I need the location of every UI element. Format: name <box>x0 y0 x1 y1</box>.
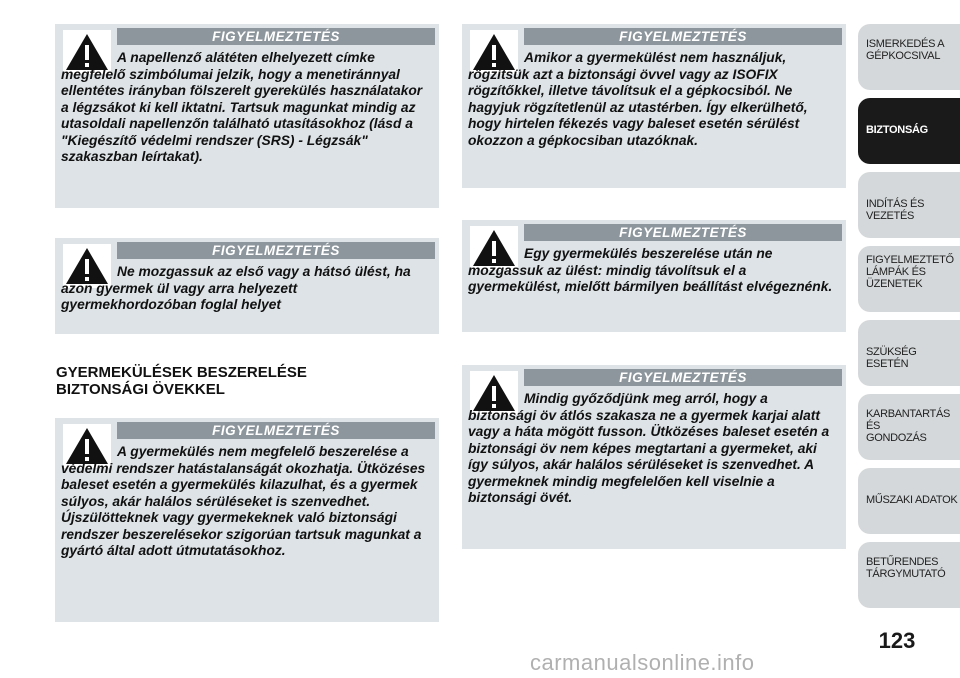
section-heading <box>56 364 307 398</box>
warning-title: FIGYELMEZTETÉS <box>117 242 435 259</box>
warning-box-5 <box>462 220 846 332</box>
tab-label: INDÍTÁS ÉS VEZETÉS <box>866 198 925 222</box>
tab-label: ÜZENETEK <box>866 278 923 290</box>
tab-label: TÁRGYMUTATÓ <box>866 568 946 580</box>
tab-muszaki[interactable] <box>858 468 960 534</box>
warning-text: Amikor a gyermekülést nem használjuk, rögzítsük azt a biztonsági övvel vagy az ISOFIX rögzítőkkel, illetve távolítsuk el a gépkocsiból. Ne hagyjuk rögzítetlenül az utastérben. Így elkerülhető, hogy hirtelen fékezés vagy baleset esetén sérülést okozzon a gépkocsiban utazóknak. <box>468 50 808 148</box>
tab-betu[interactable] <box>858 542 960 608</box>
tab-label: ISMERKEDÉS A <box>866 38 945 50</box>
tab-ismerkedes[interactable] <box>858 24 960 90</box>
warning-text: Mindig győződjünk meg arról, hogy a biztonsági öv átlós szakasza ne a gyermek karjai alatt vagy a háta mögött fusson. Ütközéses baleset esetén a biztonsági öv nem képes megtartani a gyermeket, aki így súlyos, akár halálos sérüléseket is szenvedhet. A gyermeknek mindig megfelelően kell viselnie a biztonsági övét. <box>468 391 830 505</box>
tab-label: BIZTONSÁG <box>866 124 928 136</box>
warning-title: FIGYELMEZTETÉS <box>524 28 842 45</box>
warning-text: Ne mozgassuk az első vagy a hátsó ülést, ha azon gyermek ül vagy arra helyezett gyermekhordozóban foglal helyet <box>61 264 411 312</box>
tab-label: SZÜKSÉG ESETÉN <box>866 346 917 370</box>
tab-figyelmezteto[interactable] <box>858 246 960 312</box>
tab-karbantartas[interactable] <box>858 394 960 460</box>
warning-text: A napellenző alátéten elhelyezett címke megfelelő szimbólumai jelzik, hogy a menetiránnyal ellentétes irányban fölszerelt gyerekülés használatakor a légzsákot ki kell iktatni. Tartsuk magunkat mindig az utasoldali napellenzőn található utasításokhoz (lásd a "Kiegészítő védelmi rendszer (SRS) - Légzsák" szakaszban leírtakat). <box>61 50 423 164</box>
tab-label: MŰSZAKI ADATOK <box>866 494 958 506</box>
tab-inditas[interactable] <box>858 172 960 238</box>
warning-box-1 <box>55 24 439 208</box>
tab-label: LÁMPÁK ÉS <box>866 266 926 278</box>
section-heading-line-2: BIZTONSÁGI ÖVEKKEL <box>56 381 225 398</box>
tab-label: KARBANTARTÁS ÉS <box>866 408 951 432</box>
tab-label: FIGYELMEZTETŐ <box>866 254 954 266</box>
tab-biztonsag[interactable] <box>858 98 960 164</box>
warning-box-4 <box>462 24 846 188</box>
tab-label: GÉPKOCSIVAL <box>866 50 941 62</box>
tab-label: GONDOZÁS <box>866 432 927 444</box>
warning-title: FIGYELMEZTETÉS <box>524 224 842 241</box>
warning-box-2 <box>55 238 439 334</box>
warning-box-6 <box>462 365 846 549</box>
tab-label: BETŰRENDES <box>866 556 939 568</box>
warning-text: A gyermekülés nem megfelelő beszerelése a védelmi rendszer hatástalanságát okozhatja. Ütközéses baleset esetén a gyermekülés kilazulhat, és a gyermek súlyos, akár halálos sérüléseket is szenvedhet. Újszülötteknek vagy gyermekeknek való biztonsági rendszer beszerelésekor szigorúan tartsuk magunkat a gyártó által adott útmutatásokhoz. <box>61 444 426 558</box>
page-number: 123 <box>878 628 916 653</box>
section-heading-line-1: GYERMEKÜLÉSEK BESZERELÉSE <box>56 364 307 381</box>
warning-title: FIGYELMEZTETÉS <box>117 422 435 439</box>
chapter-tabs <box>858 24 960 616</box>
tab-szukseg[interactable] <box>858 320 960 386</box>
warning-box-3 <box>55 418 439 622</box>
warning-title: FIGYELMEZTETÉS <box>524 369 842 386</box>
warning-title: FIGYELMEZTETÉS <box>117 28 435 45</box>
warning-text: Egy gyermekülés beszerelése után ne mozgassuk az ülést: mindig távolítsuk el a gyermekülést, mielőtt bármilyen beállítást elvégeznénk. <box>468 246 833 294</box>
watermark: carmanualsonline.info <box>530 650 755 675</box>
